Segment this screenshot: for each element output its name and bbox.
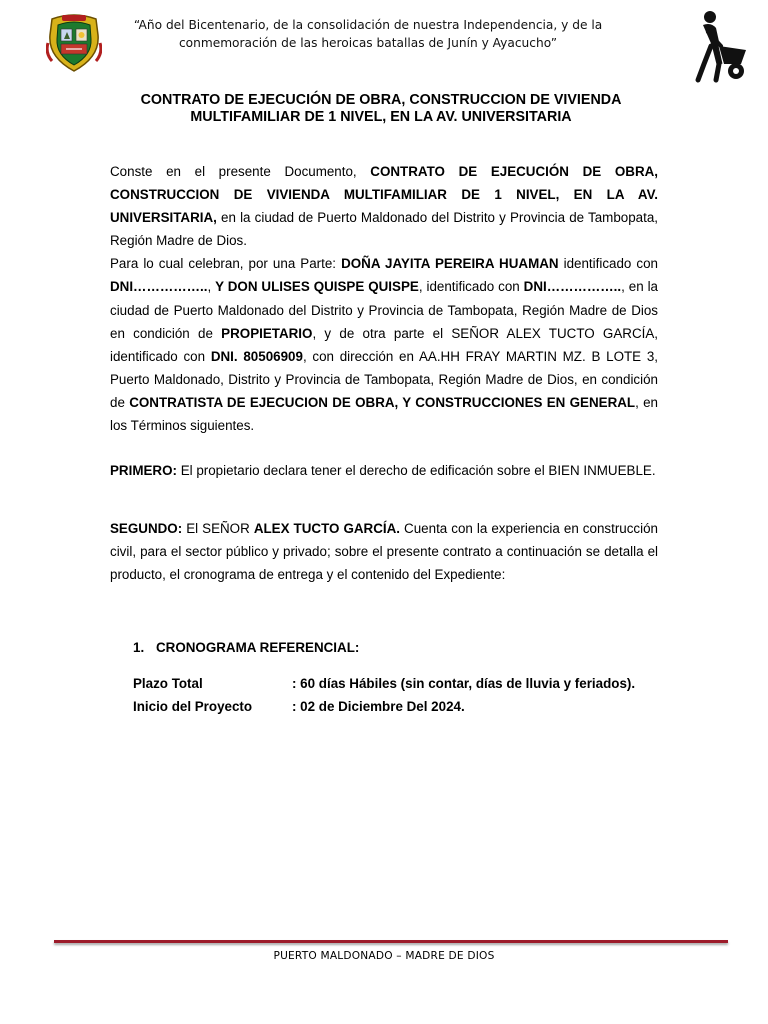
contractor-role: CONTRATISTA DE EJECUCION DE OBRA, Y CONSTRUCCIONES EN GENERAL — [129, 394, 636, 410]
intro-text: , en la ciudad de Puerto Maldonado del Distrito y Provincia de Tambopata, Región Madre de Dios en condición de — [110, 279, 659, 341]
clause-text: El propietario declara tener el derecho de edificación sobre el BIEN INMUEBLE. — [176, 463, 656, 478]
contractor-dni: DNI. 80506909 — [210, 348, 303, 364]
intro-text: , — [207, 279, 216, 295]
intro-text: , en los Términos siguientes. — [110, 394, 659, 434]
intro-text: identificado con — [558, 256, 658, 272]
owner-name: DOÑA JAYITA PEREIRA HUAMAN — [341, 256, 559, 272]
clause-label: SEGUNDO: — [110, 521, 183, 536]
term-label: Plazo Total — [133, 676, 203, 691]
term-row-plazo — [133, 674, 635, 694]
section-number: 1. — [133, 640, 145, 655]
section-title: CRONOGRAMA REFERENCIAL: — [156, 640, 360, 655]
contract-name-bold: CONTRATO DE EJECUCIÓN DE OBRA, CONSTRUCCION DE VIVIENDA MULTIFAMILIAR DE 1 NIVEL, EN LA AV. UNIVERSITARIA, — [110, 164, 658, 226]
contract-title: CONTRATO DE EJECUCIÓN DE OBRA, CONSTRUCCION DE VIVIENDA MULTIFAMILIAR DE 1 NIVEL, EN LA AV. UNIVERSITARIA — [140, 92, 622, 125]
footer-location: PUERTO MALDONADO – MADRE DE DIOS — [273, 950, 495, 962]
term-value: : 02 de Diciembre Del 2024. — [292, 699, 465, 714]
clause-text: El SEÑOR — [182, 521, 254, 536]
worker-wheelbarrow-icon — [686, 10, 752, 86]
intro-text: , identificado con — [418, 279, 524, 295]
clause-text: Cuenta con la experiencia en construcción civil, para el sector público y privado; sobre el presente contrato a continuación se detalla el producto, el cronograma de entrega y el contenido del Expediente: — [110, 521, 658, 583]
intro-text: Conste en el presente Documento, — [110, 164, 371, 179]
owner-dni: DNI…………….. — [110, 279, 208, 295]
intro-text: Para lo cual celebran, por una Parte: — [110, 256, 342, 272]
term-row-inicio — [133, 697, 465, 717]
term-label: Inicio del Proyecto — [133, 699, 253, 714]
intro-text: , y de otra parte el SEÑOR ALEX TUCTO GARCÍA, identificado con — [110, 325, 658, 364]
header-motto: “Año del Bicentenario, de la consolidación de nuestra Independencia, y de la conmemoración de las heroicas batallas de Junín y Ayacucho” — [133, 18, 603, 50]
municipal-coat-of-arms-icon — [46, 13, 102, 73]
owner-role: PROPIETARIO — [221, 325, 313, 341]
intro-paragraph — [110, 160, 658, 437]
intro-text: , con dirección en AA.HH FRAY MARTIN MZ. B LOTE 3, Puerto Maldonado, Distrito y Provincia de Tambopata, Región Madre de Dios, en condición de — [110, 348, 658, 410]
co-owner-dni: DNI…………….. — [523, 279, 622, 295]
contractor-name: ALEX TUCTO GARCÍA. — [253, 521, 401, 536]
clause-primero — [110, 459, 658, 482]
clause-label: PRIMERO: — [110, 463, 177, 478]
footer-rule — [54, 940, 728, 943]
clause-segundo — [110, 517, 658, 586]
section-heading — [133, 638, 359, 658]
co-owner-name: Y DON ULISES QUISPE QUISPE — [215, 279, 419, 295]
term-value: : 60 días Hábiles (sin contar, días de lluvia y feriados). — [292, 676, 636, 691]
intro-text: en la ciudad de Puerto Maldonado del Distrito y Provincia de Tambopata, Región Madre de Dios. — [110, 210, 658, 249]
